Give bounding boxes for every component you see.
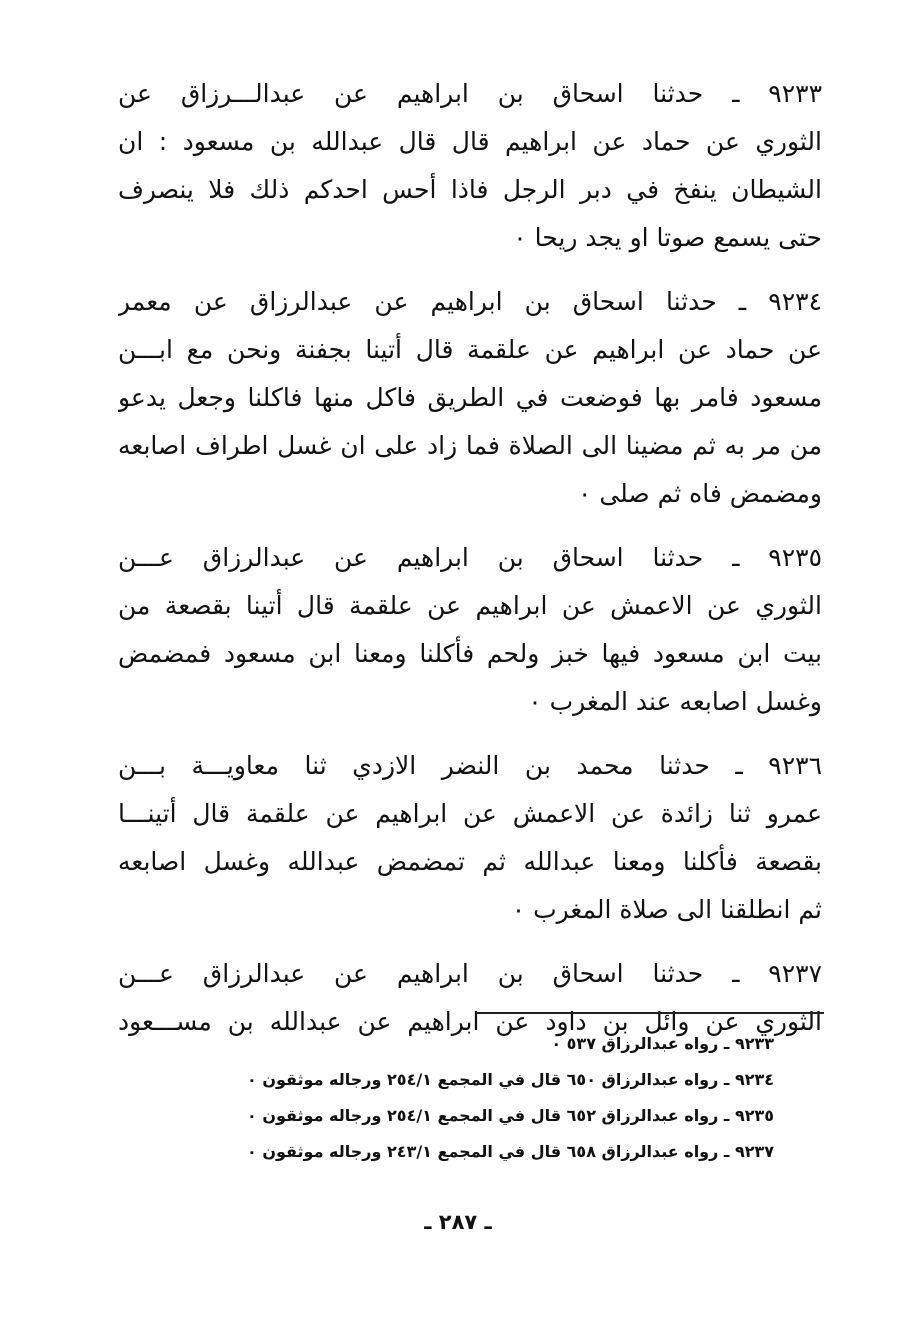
page-number: ـ ٢٨٧ ـ xyxy=(424,1210,492,1234)
text-line: ٩٢٣٣ ـ حدثنا اسحاق بن ابراهيم عن عبدالـــرزاق عن xyxy=(118,79,822,108)
text-line: ٩٢٣٤ ـ حدثنا اسحاق بن ابراهيم عن عبدالرزاق عن معمر xyxy=(118,287,822,316)
text-line: وغسل اصابعه عند المغرب ٠ xyxy=(528,687,822,716)
text-line: بيت ابن مسعود فيها خبز ولحم فأكلنا ومعنا ابن مسعود فمضمض xyxy=(118,639,822,668)
hadith-9233 xyxy=(118,70,822,262)
text-line: الثوري عن حماد عن ابراهيم قال قال عبدالله بن مسعود : ان xyxy=(118,127,822,156)
text-line: الثوري عن وائل بن داود عن ابراهيم عن عبدالله بن مســـعود xyxy=(118,1007,822,1036)
text-line: من مر به ثم مضينا الى الصلاة فما زاد على ان غسل اطراف اصابعه xyxy=(118,431,822,460)
text-line: ٩٢٣٥ ـ حدثنا اسحاق بن ابراهيم عن عبدالرزاق عـــن xyxy=(118,543,822,572)
text-line: عمرو ثنا زائدة عن الاعمش عن ابراهيم عن علقمة قال أتينـــا xyxy=(118,799,822,828)
footnotes xyxy=(118,1026,774,1170)
text-line: بقصعة فأكلنا ومعنا عبدالله ثم تمضمض عبدالله وغسل اصابعه xyxy=(118,847,822,876)
footnote-9233: ٩٢٣٣ ـ رواه عبدالرزاق ٥٣٧ ٠ xyxy=(551,1034,774,1053)
text-line: ٩٢٣٦ ـ حدثنا محمد بن النضر الازدي ثنا معاويـــة بـــن xyxy=(118,751,822,780)
text-line: عن حماد عن ابراهيم عن علقمة قال أتينا بجفنة ونحن مع ابـــن xyxy=(118,335,822,364)
text-line: ٩٢٣٧ ـ حدثنا اسحاق بن ابراهيم عن عبدالرزاق عـــن xyxy=(118,959,822,988)
text-line: مسعود فامر بها فوضعت في الطريق فاكل منها فاكلنا وجعل يدعو xyxy=(118,383,822,412)
text-line: حتى يسمع صوتا او يجد ريحا ٠ xyxy=(513,223,822,252)
footnote-9234: ٩٢٣٤ ـ رواه عبدالرزاق ٦٥٠ قال في المجمع ٢٥٤/١ ورجاله موثقون ٠ xyxy=(247,1070,774,1089)
footnote-9237: ٩٢٣٧ ـ رواه عبدالرزاق ٦٥٨ قال في المجمع ٢٤٣/١ ورجاله موثقون ٠ xyxy=(247,1142,774,1161)
text-line: ثم انطلقنا الى صلاة المغرب ٠ xyxy=(511,895,822,924)
main-text xyxy=(118,70,822,1062)
text-line: الشيطان ينفخ في دبر الرجل فاذا أحس احدكم ذلك فلا ينصرف xyxy=(118,175,822,204)
footnote-9235: ٩٢٣٥ ـ رواه عبدالرزاق ٦٥٢ قال في المجمع ٢٥٤/١ ورجاله موثقون ٠ xyxy=(247,1106,774,1125)
hadith-9236 xyxy=(118,742,822,934)
footnote-divider xyxy=(476,1012,824,1014)
text-line: الثوري عن الاعمش عن ابراهيم عن علقمة قال أتينا بقصعة من xyxy=(118,591,822,620)
hadith-9234 xyxy=(118,278,822,518)
hadith-9235 xyxy=(118,534,822,726)
text-line: ومضمض فاه ثم صلى ٠ xyxy=(577,479,822,508)
